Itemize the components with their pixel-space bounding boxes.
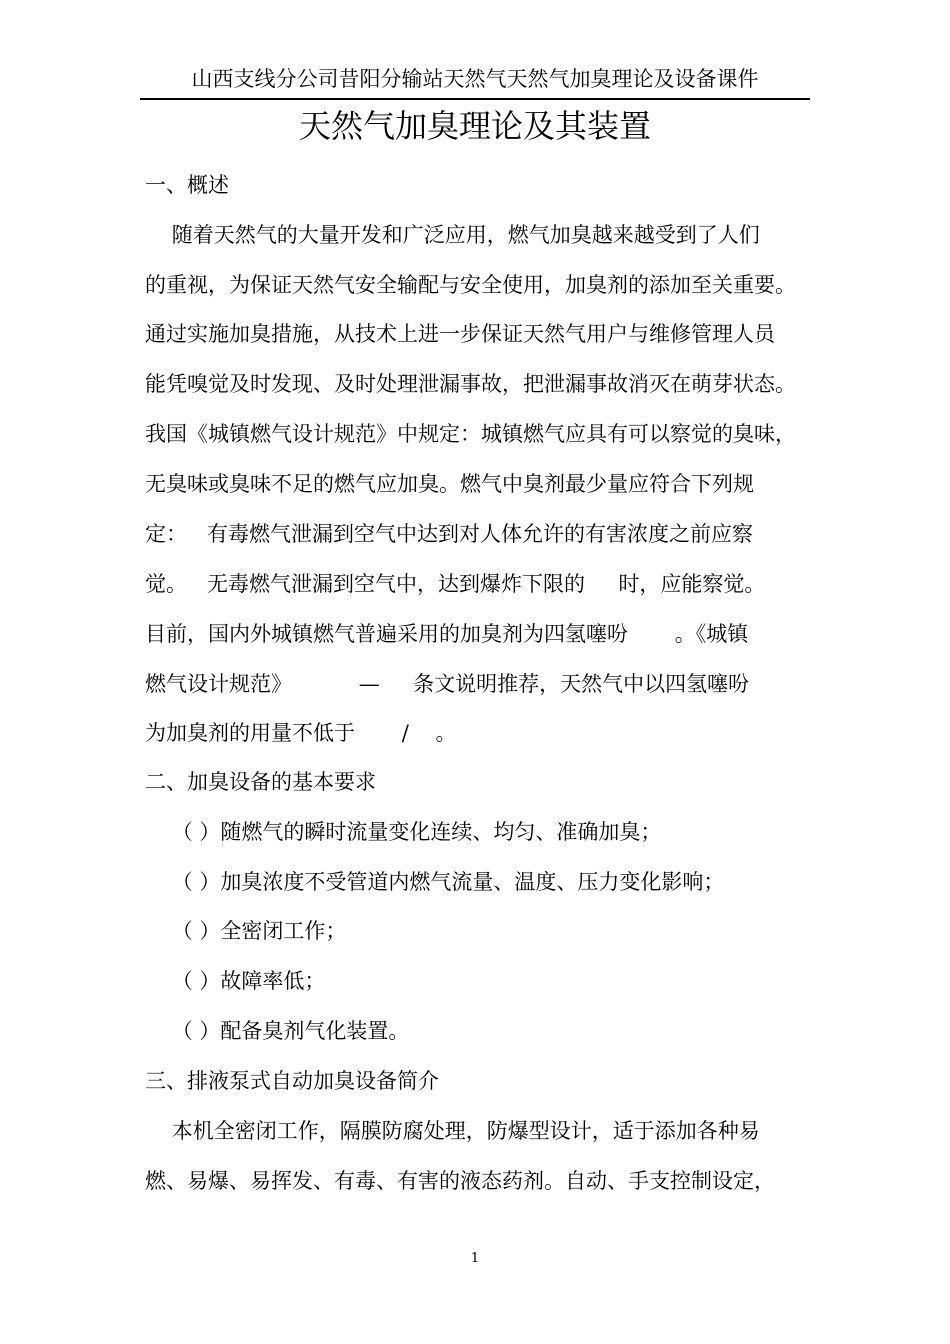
list-item: （ ）随燃气的瞬时流量变化连续、均匀、准确加臭； <box>145 820 662 844</box>
paragraph-line: 随着天然气的大量开发和广泛应用，燃气加臭越来越受到了人们 <box>145 223 760 247</box>
paragraph-line: 无臭味或臭味不足的燃气应加臭。燃气中臭剂最少量应符合下列规 <box>145 472 754 496</box>
section-heading-requirements: 二、加臭设备的基本要求 <box>145 770 376 794</box>
paragraph-line: 通过实施加臭措施，从技术上进一步保证天然气用户与维修管理人员 <box>145 322 775 346</box>
paragraph-line: 燃气设计规范》 — 条文说明推荐，天然气中以四氢噻吩 <box>145 672 750 696</box>
list-item: （ ）加臭浓度不受管道内燃气流量、温度、压力变化影响； <box>145 870 725 894</box>
section-heading-overview: 一、概述 <box>145 173 229 197</box>
list-item: （ ）配备臭剂气化装置。 <box>145 1019 410 1043</box>
page-number: 1 <box>470 1251 480 1266</box>
paragraph-line: 本机全密闭工作，隔膜防腐处理，防爆型设计，适于添加各种易 <box>145 1119 760 1143</box>
document-title: 天然气加臭理论及其装置 <box>298 107 651 145</box>
paragraph-line: 我国《城镇燃气设计规范》中规定：城镇燃气应具有可以察觉的臭味， <box>145 422 796 446</box>
paragraph-line: 能凭嗅觉及时发现、及时处理泄漏事故，把泄漏事故消灭在萌芽状态。 <box>145 372 796 396</box>
running-header: 山西支线分公司昔阳分输站天然气天然气加臭理论及设备课件 <box>191 67 759 91</box>
section-heading-equipment: 三、排液泵式自动加臭设备简介 <box>145 1069 439 1093</box>
list-item: （ ）故障率低； <box>145 969 326 993</box>
list-item: （ ）全密闭工作； <box>145 919 347 943</box>
paragraph-line: 觉。 无毒燃气泄漏到空气中，达到爆炸下限的 时，应能察觉。 <box>145 572 766 596</box>
header-rule <box>140 98 810 100</box>
paragraph-line: 定： 有毒燃气泄漏到空气中达到对人体允许的有害浓度之前应察 <box>145 522 754 546</box>
paragraph-line: 为加臭剂的用量不低于 / 。 <box>145 721 457 745</box>
paragraph-line: 目前，国内外城镇燃气普遍采用的加臭剂为四氢噻吩 。《城镇 <box>145 622 749 646</box>
paragraph-line: 燃、易爆、易挥发、有毒、有害的液态药剂。自动、手支控制设定， <box>145 1169 775 1193</box>
paragraph-line: 的重视，为保证天然气安全输配与安全使用，加臭剂的添加至关重要。 <box>145 273 796 297</box>
